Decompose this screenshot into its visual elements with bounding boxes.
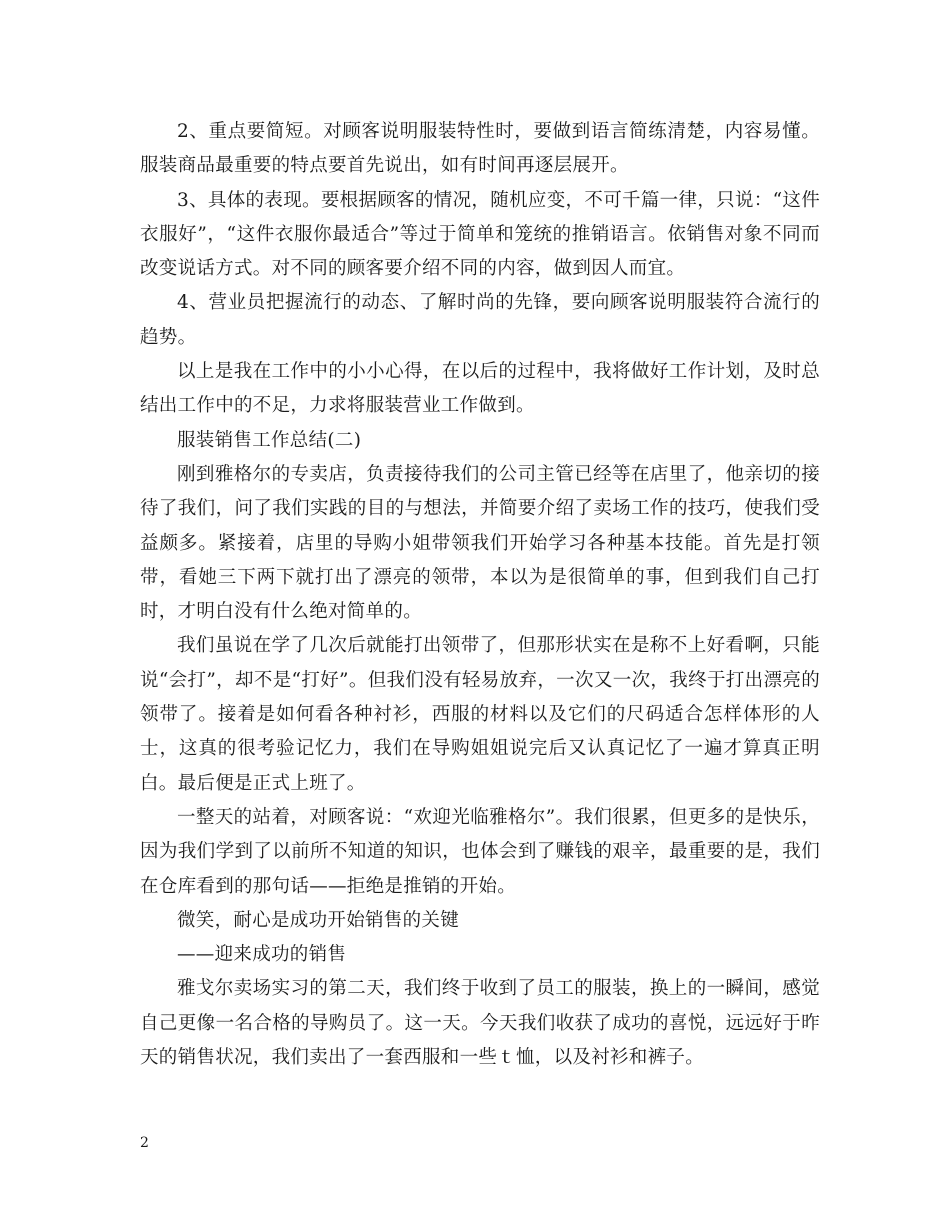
paragraph-concrete-expression: 3、具体的表现。要根据顾客的情况，随机应变，不可千篇一律，只说：“这件衣服好”，“这件衣服你最适合”等过于简单和笼统的推销语言。依销售对象不同而改变说话方式。对不同的顾客要介绍不同的内容，做到因人而宜。 [140,189,820,280]
section-subheading-success: ——迎来成功的销售 [177,944,347,966]
paragraph-store-arrival: 刚到雅格尔的专卖店，负责接待我们的公司主管已经等在店里了，他亲切的接待了我们，问了我们实践的目的与想法，并简要介绍了卖场工作的技巧，使我们受益颇多。紧接着，店里的导购小姐带领我们开始学习各种基本技能。首先是打领带，看她三下两下就打出了漂亮的领带，本以为是很简单的事，但到我们自己打时，才明白没有什么绝对简单的。 [140,463,820,623]
section-heading-smile-patience: 微笑，耐心是成功开始销售的关键 [177,909,460,931]
section-heading-summary-two: 服装销售工作总结(二) [177,429,362,451]
document-body [140,115,820,1075]
paragraph-conclusion: 以上是我在工作中的小小心得，在以后的过程中，我将做好工作计划，及时总结出工作中的不足，力求将服装营业工作做到。 [140,361,820,417]
paragraph-key-points: 2、重点要简短。对顾客说明服装特性时，要做到语言简练清楚，内容易懂。服装商品最重要的特点要首先说出，如有时间再逐层展开。 [140,121,820,177]
paragraph-fashion-trends: 4、营业员把握流行的动态、了解时尚的先锋，要向顾客说明服装符合流行的趋势。 [140,292,820,348]
paragraph-second-day: 雅戈尔卖场实习的第二天，我们终于收到了员工的服装，换上的一瞬间，感觉自己更像一名合格的导购员了。这一天。今天我们收获了成功的喜悦，远远好于昨天的销售状况，我们卖出了一套西服和一些ｔ恤，以及衬衫和裤子。 [140,978,820,1069]
paragraph-full-day: 一整天的站着，对顾客说：“欢迎光临雅格尔”。我们很累，但更多的是快乐，因为我们学到了以前所不知道的知识，也体会到了赚钱的艰辛，最重要的是，我们在仓库看到的那句话——拒绝是推销的开始。 [140,806,820,897]
paragraph-tie-learning: 我们虽说在学了几次后就能打出领带了，但那形状实在是称不上好看啊，只能说“会打”，却不是“打好”。但我们没有轻易放弃，一次又一次，我终于打出漂亮的领带了。接着是如何看各种衬衫，西服的材料以及它们的尺码适合怎样体形的人士，这真的很考验记忆力，我们在导购姐姐说完后又认真记忆了一遍才算真正明白。最后便是正式上班了。 [140,635,820,794]
page-number: 2 [140,1135,149,1151]
